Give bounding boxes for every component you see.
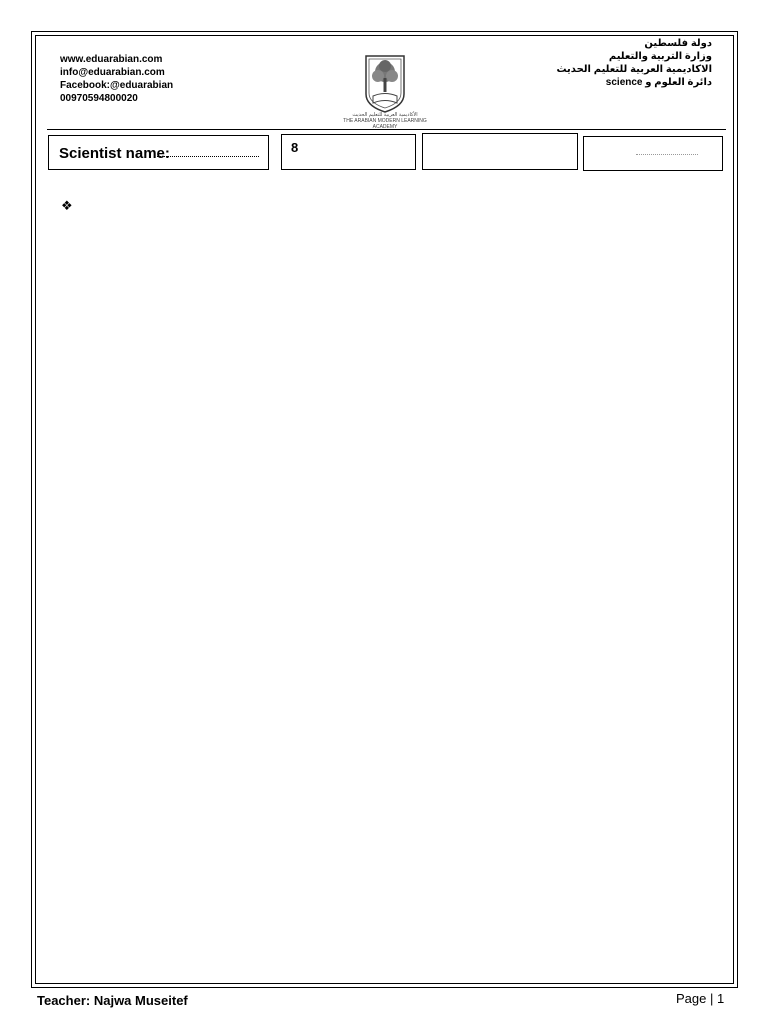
arabic-ministry-text: وزارة التربية والتعليم xyxy=(608,51,712,62)
grade-box[interactable] xyxy=(281,134,416,170)
phone-text: 00970594800020 xyxy=(60,93,138,104)
arabic-department-text: دائرة العلوم و science xyxy=(605,77,712,88)
arabic-header-block xyxy=(452,37,712,89)
email-text: info@eduarabian.com xyxy=(60,67,165,78)
scientist-name-label: Scientist name: xyxy=(59,145,170,162)
date-dotted-line xyxy=(636,154,698,155)
contact-block xyxy=(60,53,173,105)
teacher-name: Teacher: Najwa Museitef xyxy=(37,993,188,1008)
blank-box[interactable] xyxy=(422,133,578,170)
name-dotted-line xyxy=(157,144,259,157)
grade-value: 8 xyxy=(291,140,299,155)
logo-caption-arabic: الأكاديمية العربية للتعليم الحديث xyxy=(352,112,418,118)
logo-caption xyxy=(333,112,437,130)
page-border-inner xyxy=(35,35,734,984)
logo-caption-english: THE ARABIAN MODERN LEARNING ACADEMY xyxy=(343,118,427,130)
arabic-academy-text: الاكاديمية العربية للتعليم الحديث xyxy=(556,64,712,75)
date-box[interactable] xyxy=(583,136,723,171)
website-text: www.eduarabian.com xyxy=(60,54,163,65)
facebook-text: Facebook:@eduarabian xyxy=(60,80,174,91)
scientist-name-box[interactable] xyxy=(48,135,269,170)
arabic-state-text: دولة فلسطين xyxy=(644,38,712,49)
page-number: Page | 1 xyxy=(676,991,725,1006)
bullet-diamond-icon: ❖ xyxy=(61,198,73,213)
header-rule xyxy=(47,129,726,130)
